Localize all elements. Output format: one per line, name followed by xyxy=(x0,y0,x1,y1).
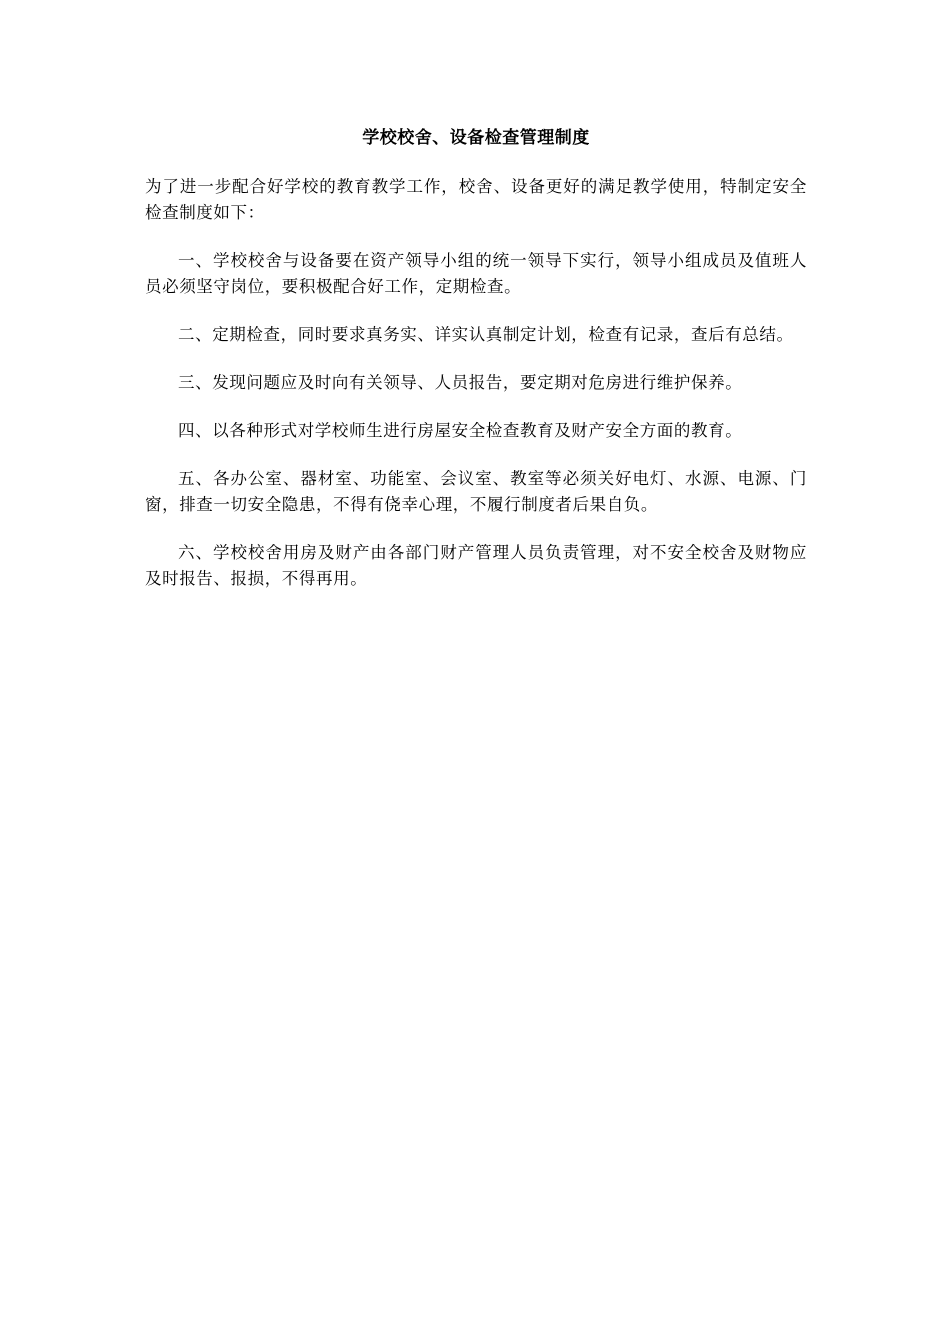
rule-item-1: 一、学校校舍与设备要在资产领导小组的统一领导下实行，领导小组成员及值班人员必须坚守岗位，要积极配合好工作，定期检查。 xyxy=(145,251,807,296)
intro-paragraph: 为了进一步配合好学校的教育教学工作，校舍、设备更好的满足教学使用，特制定安全检查制度如下： xyxy=(145,177,807,222)
rule-item-4: 四、以各种形式对学校师生进行房屋安全检查教育及财产安全方面的教育。 xyxy=(178,421,743,440)
document-body xyxy=(145,124,807,592)
rule-item-3: 三、发现问题应及时向有关领导、人员报告，要定期对危房进行维护保养。 xyxy=(178,373,743,392)
document-title: 学校校舍、设备检查管理制度 xyxy=(362,128,590,148)
rule-item-6: 六、学校校舍用房及财产由各部门财产管理人员负责管理，对不安全校舍及财物应及时报告、报损，不得再用。 xyxy=(145,543,807,588)
rule-item-2: 二、定期检查，同时要求真务实、详实认真制定计划，检查有记录，查后有总结。 xyxy=(178,325,794,344)
rule-item-5: 五、各办公室、器材室、功能室、会议室、教室等必须关好电灯、水源、电源、门窗，排查一切安全隐患，不得有侥幸心理，不履行制度者后果自负。 xyxy=(145,469,807,514)
